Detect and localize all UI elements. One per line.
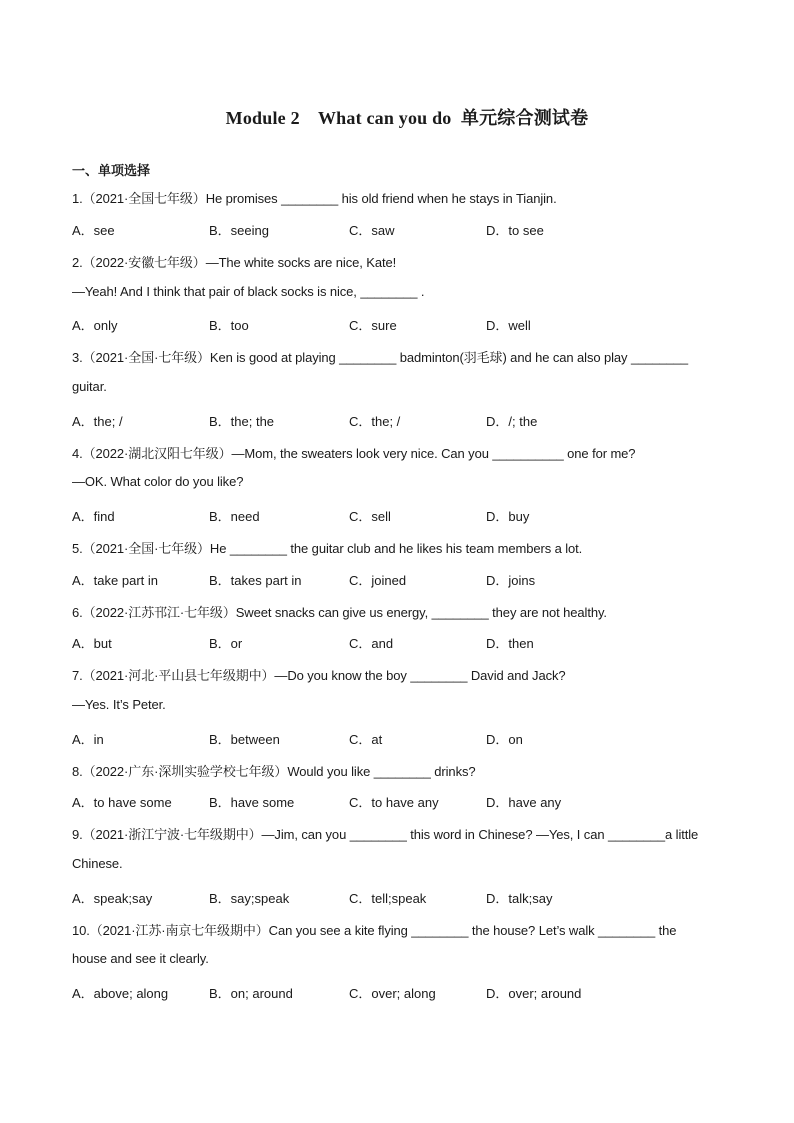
question-2-stem-line-2: —Yeah! And I think that pair of black socks is nice, ________ . [72, 284, 425, 299]
question-9-stem-line-2: Chinese. [72, 856, 123, 871]
question-3-stem: 3.（2021·全国·七年级）Ken is good at playing ________ badminton(羽毛球) and he can also play ________ [72, 350, 688, 365]
option-a: A．only [72, 318, 118, 333]
question-6-stem: 6.（2022·江苏邗江·七年级）Sweet snacks can give us energy, ________ they are not healthy. [72, 605, 607, 620]
option-d: D．then [486, 636, 534, 651]
question-4-stem-line-2: —OK. What color do you like? [72, 474, 244, 489]
question-7-stem: 7.（2021·河北·平山县七年级期中）—Do you know the boy ________ David and Jack? [72, 668, 566, 683]
question-3-stem-line-2: guitar. [72, 379, 107, 394]
option-d: D．buy [486, 509, 530, 524]
option-c: C．to have any [349, 795, 439, 810]
question-9-stem: 9.（2021·浙江宁波·七年级期中）—Jim, can you ________ this word in Chinese? —Yes, I can ________a little [72, 827, 699, 842]
option-c: C．sure [349, 318, 397, 333]
option-b: B．say;speak [209, 891, 290, 906]
option-b: B．have some [209, 795, 295, 810]
option-c: C．the; / [349, 414, 401, 429]
question-10-stem: 10.（2021·江苏·南京七年级期中）Can you see a kite flying ________ the house? Let’s walk ________ the [72, 923, 677, 938]
option-b: B．between [209, 732, 280, 747]
question-1-stem: 1.（2021·全国七年级）He promises ________ his old friend when he stays in Tianjin. [72, 191, 557, 206]
option-b: B．the; the [209, 414, 275, 429]
option-b: B．need [209, 509, 260, 524]
option-c: C．at [349, 732, 383, 747]
question-2-stem: 2.（2022·安徽七年级）—The white socks are nice, Kate! [72, 255, 397, 270]
question-10-stem-line-2: house and see it clearly. [72, 951, 209, 966]
option-a: A．the; / [72, 414, 123, 429]
question-5-stem: 5.（2021·全国·七年级）He ________ the guitar club and he likes his team members a lot. [72, 541, 583, 556]
question-7-stem-line-2: —Yes. It’s Peter. [72, 697, 166, 712]
option-a: A．speak;say [72, 891, 153, 906]
option-c: C．tell;speak [349, 891, 427, 906]
option-a: A．in [72, 732, 104, 747]
option-d: D．/; the [486, 414, 538, 429]
option-b: B．takes part in [209, 573, 302, 588]
option-a: A．above; along [72, 986, 169, 1001]
section-heading: 一、单项选择 [72, 163, 151, 178]
option-c: C．over; along [349, 986, 436, 1001]
option-d: D．have any [486, 795, 562, 810]
option-c: C．saw [349, 223, 395, 238]
option-c: C．joined [349, 573, 407, 588]
option-d: D．well [486, 318, 531, 333]
question-4-stem: 4.（2022·湖北汉阳七年级）—Mom, the sweaters look very nice. Can you __________ one for me? [72, 446, 636, 461]
option-d: D．on [486, 732, 523, 747]
option-b: B．too [209, 318, 249, 333]
option-b: B．seeing [209, 223, 269, 238]
option-c: C．and [349, 636, 394, 651]
option-d: D．joins [486, 573, 536, 588]
option-a: A．take part in [72, 573, 158, 588]
option-a: A．find [72, 509, 115, 524]
option-b: B．or [209, 636, 243, 651]
option-a: A．see [72, 223, 115, 238]
option-c: C．sell [349, 509, 391, 524]
option-d: D．talk;say [486, 891, 553, 906]
option-a: A．to have some [72, 795, 172, 810]
option-b: B．on; around [209, 986, 293, 1001]
option-d: D．over; around [486, 986, 582, 1001]
option-a: A．but [72, 636, 112, 651]
option-d: D．to see [486, 223, 544, 238]
question-8-stem: 8.（2022·广东·深圳实验学校七年级）Would you like ________ drinks? [72, 764, 476, 779]
page-title: Module 2 What can you do 单元综合测试卷 [225, 108, 589, 128]
